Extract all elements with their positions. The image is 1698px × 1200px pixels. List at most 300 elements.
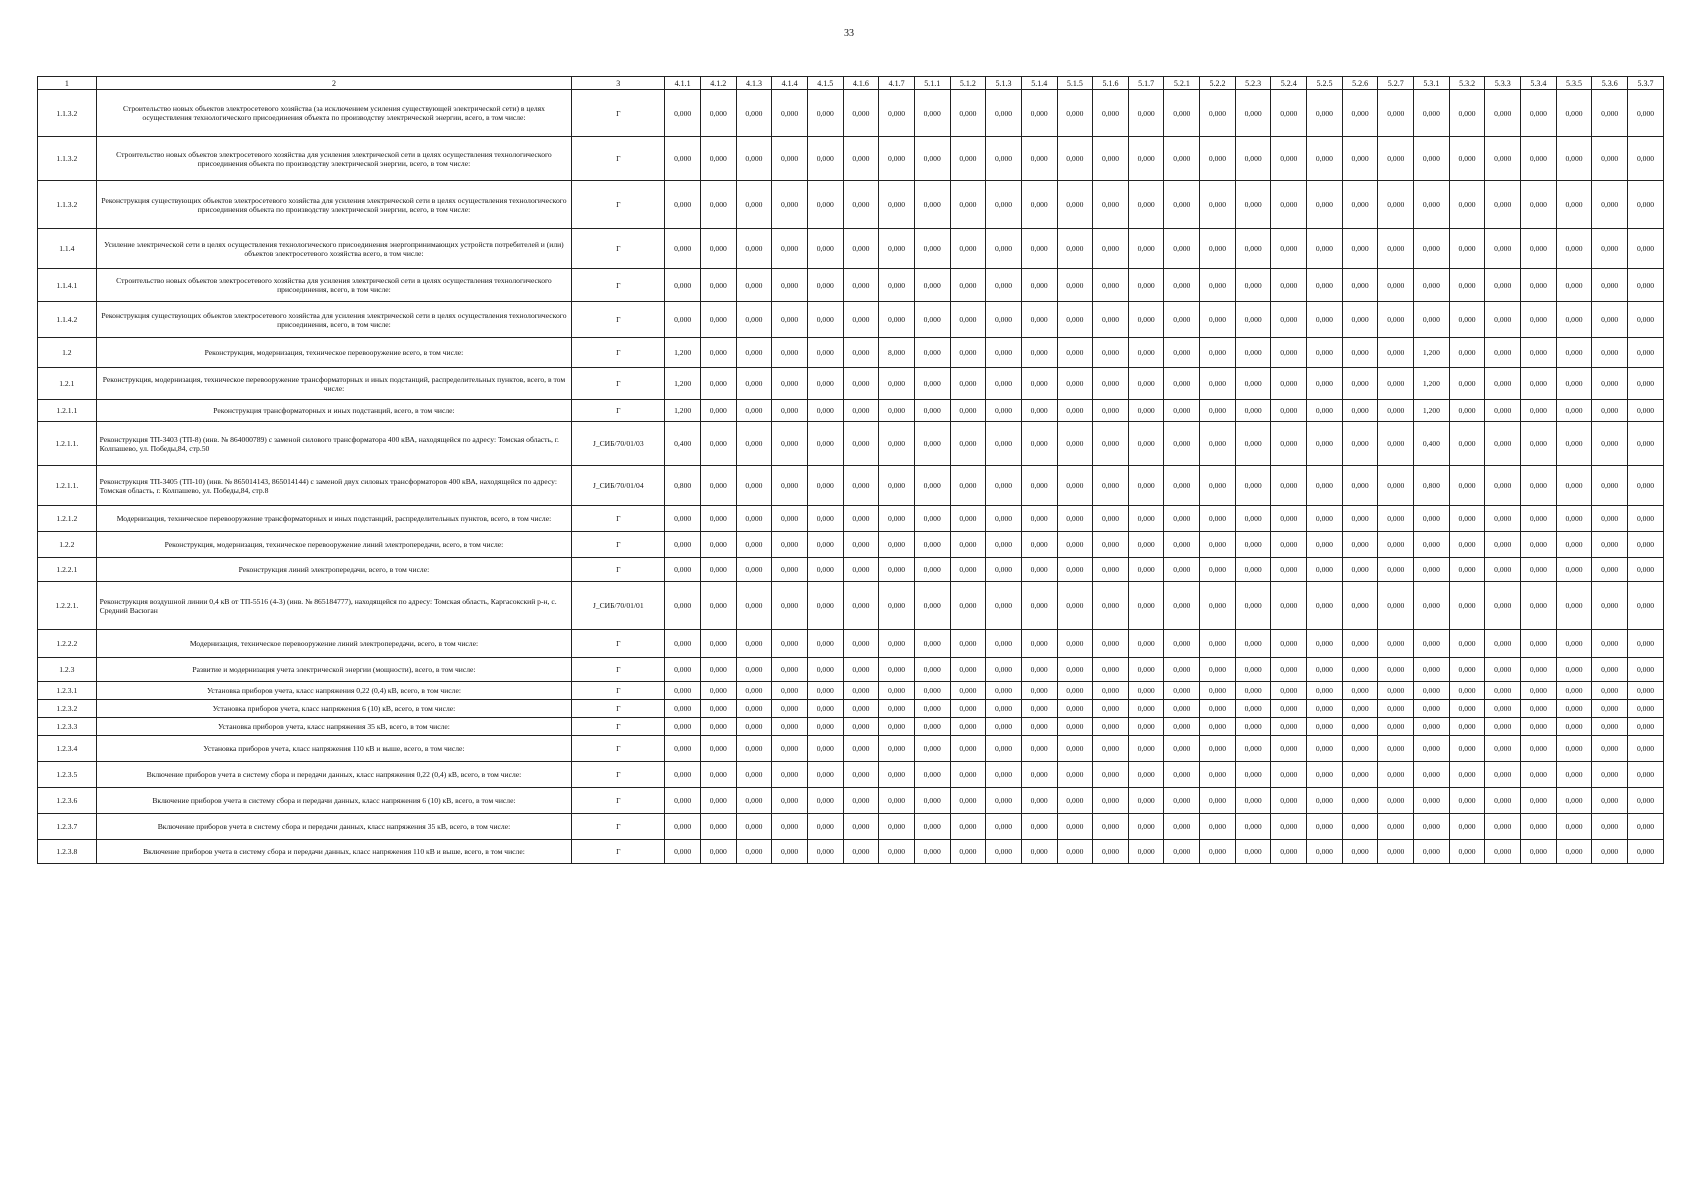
value-cell: 0,000 xyxy=(1521,302,1557,338)
value-cell: 0,000 xyxy=(1628,558,1664,582)
value-cell: 0,000 xyxy=(700,658,736,682)
value-cell: 0,000 xyxy=(807,368,843,400)
project-code-cell: Г xyxy=(572,400,665,422)
value-cell: 0,000 xyxy=(1592,682,1628,700)
value-cell: 0,000 xyxy=(1592,368,1628,400)
value-cell: 0,000 xyxy=(1414,90,1450,137)
header-cell: 5.2.4 xyxy=(1271,77,1307,90)
value-cell: 0,000 xyxy=(1378,90,1414,137)
value-cell: 0,000 xyxy=(772,630,808,658)
value-cell: 0,000 xyxy=(1592,532,1628,558)
value-cell: 0,000 xyxy=(950,368,986,400)
value-cell: 0,000 xyxy=(1021,630,1057,658)
row-number-cell: 1.2.1.1 xyxy=(38,400,97,422)
value-cell: 0,000 xyxy=(1592,718,1628,736)
value-cell: 0,000 xyxy=(1235,718,1271,736)
project-code-cell: Г xyxy=(572,762,665,788)
value-cell: 0,000 xyxy=(1521,532,1557,558)
row-number-cell: 1.2.2 xyxy=(38,532,97,558)
value-cell: 0,000 xyxy=(986,630,1022,658)
project-name-cell: Реконструкция ТП-3405 (ТП-10) (инв. № 865014143, 865014144) с заменой двух силовых трансформаторов 400 кВА, находящейся по адресу: Томская область, г. Колпашево, ул. Победы,84, стр.8 xyxy=(96,466,572,506)
value-cell: 0,000 xyxy=(1628,582,1664,630)
value-cell: 0,000 xyxy=(1271,137,1307,181)
table-row xyxy=(38,700,1664,718)
value-cell: 0,000 xyxy=(1378,558,1414,582)
value-cell: 0,000 xyxy=(1342,658,1378,682)
value-cell: 0,000 xyxy=(1057,137,1093,181)
value-cell: 0,000 xyxy=(914,422,950,466)
value-cell: 0,000 xyxy=(1271,840,1307,864)
value-cell: 0,000 xyxy=(700,630,736,658)
value-cell: 0,000 xyxy=(1592,269,1628,302)
value-cell: 0,000 xyxy=(914,137,950,181)
table-row xyxy=(38,718,1664,736)
header-cell: 5.1.4 xyxy=(1021,77,1057,90)
value-cell: 0,000 xyxy=(1592,90,1628,137)
value-cell: 0,000 xyxy=(1307,814,1343,840)
value-cell: 0,000 xyxy=(700,269,736,302)
value-cell: 0,000 xyxy=(950,582,986,630)
value-cell: 0,000 xyxy=(807,762,843,788)
value-cell: 0,000 xyxy=(1021,506,1057,532)
value-cell: 0,000 xyxy=(1235,400,1271,422)
value-cell: 0,000 xyxy=(950,422,986,466)
value-cell: 0,000 xyxy=(879,90,915,137)
value-cell: 0,000 xyxy=(950,506,986,532)
value-cell: 0,000 xyxy=(772,181,808,229)
value-cell: 0,000 xyxy=(700,558,736,582)
value-cell: 0,000 xyxy=(1449,700,1485,718)
value-cell: 0,000 xyxy=(950,229,986,269)
value-cell: 0,000 xyxy=(879,682,915,700)
value-cell: 0,000 xyxy=(1057,302,1093,338)
value-cell: 0,000 xyxy=(1235,788,1271,814)
value-cell: 0,000 xyxy=(1449,368,1485,400)
value-cell: 0,000 xyxy=(1521,558,1557,582)
project-code-cell: Г xyxy=(572,302,665,338)
value-cell: 0,000 xyxy=(1485,582,1521,630)
value-cell: 0,000 xyxy=(1235,338,1271,368)
value-cell: 0,000 xyxy=(843,814,879,840)
value-cell: 0,000 xyxy=(807,269,843,302)
table-row xyxy=(38,582,1664,630)
value-cell: 0,000 xyxy=(807,718,843,736)
row-number-cell: 1.2.3 xyxy=(38,658,97,682)
value-cell: 0,000 xyxy=(1485,630,1521,658)
value-cell: 0,000 xyxy=(1628,90,1664,137)
value-cell: 0,000 xyxy=(1057,700,1093,718)
value-cell: 0,000 xyxy=(1093,532,1129,558)
value-cell: 0,000 xyxy=(772,658,808,682)
table-row xyxy=(38,736,1664,762)
value-cell: 0,000 xyxy=(879,368,915,400)
value-cell: 0,000 xyxy=(1378,466,1414,506)
table-row xyxy=(38,181,1664,229)
value-cell: 0,000 xyxy=(1414,506,1450,532)
project-name-cell: Реконструкция, модернизация, техническое перевооружение линий электропередачи, всего, в том числе: xyxy=(96,532,572,558)
value-cell: 0,000 xyxy=(1414,736,1450,762)
value-cell: 0,000 xyxy=(843,422,879,466)
header-cell: 4.1.5 xyxy=(807,77,843,90)
value-cell: 0,000 xyxy=(1342,814,1378,840)
value-cell: 0,000 xyxy=(1449,718,1485,736)
value-cell: 0,000 xyxy=(665,269,701,302)
value-cell: 0,000 xyxy=(807,558,843,582)
project-code-cell: Г xyxy=(572,181,665,229)
value-cell: 0,000 xyxy=(1271,682,1307,700)
value-cell: 0,000 xyxy=(914,582,950,630)
value-cell: 0,000 xyxy=(1556,181,1592,229)
value-cell: 0,000 xyxy=(1414,558,1450,582)
value-cell: 0,000 xyxy=(665,582,701,630)
value-cell: 0,000 xyxy=(1128,814,1164,840)
value-cell: 0,000 xyxy=(879,269,915,302)
value-cell: 0,000 xyxy=(1556,814,1592,840)
value-cell: 0,000 xyxy=(1592,788,1628,814)
project-name-cell: Реконструкция, модернизация, техническое перевооружение трансформаторных и иных подстанций, распределительных пунктов, всего, в том числе: xyxy=(96,368,572,400)
value-cell: 0,000 xyxy=(1307,368,1343,400)
value-cell: 0,000 xyxy=(1449,558,1485,582)
value-cell: 0,000 xyxy=(1164,532,1200,558)
value-cell: 0,000 xyxy=(1628,466,1664,506)
value-cell: 0,000 xyxy=(700,814,736,840)
value-cell: 0,000 xyxy=(1378,368,1414,400)
value-cell: 0,000 xyxy=(914,682,950,700)
value-cell: 0,000 xyxy=(1485,762,1521,788)
value-cell: 0,000 xyxy=(1628,137,1664,181)
value-cell: 0,000 xyxy=(879,302,915,338)
value-cell: 0,000 xyxy=(736,229,772,269)
value-cell: 0,000 xyxy=(1235,368,1271,400)
header-cell: 5.1.6 xyxy=(1093,77,1129,90)
value-cell: 0,000 xyxy=(1414,532,1450,558)
value-cell: 0,000 xyxy=(1449,630,1485,658)
value-cell: 0,000 xyxy=(1449,181,1485,229)
value-cell: 0,000 xyxy=(1164,718,1200,736)
value-cell: 0,000 xyxy=(1057,630,1093,658)
value-cell: 0,000 xyxy=(700,137,736,181)
table-row xyxy=(38,558,1664,582)
value-cell: 0,000 xyxy=(1628,400,1664,422)
value-cell: 0,000 xyxy=(1128,736,1164,762)
value-cell: 0,000 xyxy=(1021,532,1057,558)
value-cell: 0,000 xyxy=(700,762,736,788)
value-cell: 0,000 xyxy=(1485,90,1521,137)
value-cell: 0,000 xyxy=(1342,269,1378,302)
value-cell: 0,000 xyxy=(1021,718,1057,736)
header-cell: 5.3.1 xyxy=(1414,77,1450,90)
value-cell: 0,000 xyxy=(1021,338,1057,368)
value-cell: 0,000 xyxy=(1556,302,1592,338)
value-cell: 0,000 xyxy=(665,788,701,814)
value-cell: 0,000 xyxy=(1235,532,1271,558)
value-cell: 0,000 xyxy=(1128,658,1164,682)
value-cell: 0,000 xyxy=(1556,788,1592,814)
value-cell: 0,000 xyxy=(1093,368,1129,400)
value-cell: 0,000 xyxy=(1200,558,1236,582)
value-cell: 0,000 xyxy=(1521,90,1557,137)
value-cell: 0,000 xyxy=(807,506,843,532)
value-cell: 0,000 xyxy=(1307,422,1343,466)
value-cell: 0,000 xyxy=(1378,422,1414,466)
value-cell: 0,000 xyxy=(1521,229,1557,269)
header-cell: 4.1.3 xyxy=(736,77,772,90)
project-code-cell: Г xyxy=(572,630,665,658)
page-number: 33 xyxy=(844,28,854,39)
table-row xyxy=(38,532,1664,558)
value-cell: 0,000 xyxy=(1128,302,1164,338)
row-number-cell: 1.1.4.2 xyxy=(38,302,97,338)
value-cell: 0,000 xyxy=(1628,506,1664,532)
value-cell: 0,000 xyxy=(1021,762,1057,788)
value-cell: 0,000 xyxy=(665,90,701,137)
value-cell: 0,000 xyxy=(1164,338,1200,368)
table-row xyxy=(38,658,1664,682)
value-cell: 0,000 xyxy=(1556,506,1592,532)
value-cell: 0,000 xyxy=(772,90,808,137)
row-number-cell: 1.2.1.1. xyxy=(38,466,97,506)
value-cell: 0,000 xyxy=(1235,558,1271,582)
value-cell: 0,000 xyxy=(879,506,915,532)
value-cell: 0,000 xyxy=(1128,762,1164,788)
value-cell: 0,000 xyxy=(843,338,879,368)
value-cell: 0,000 xyxy=(1414,788,1450,814)
value-cell: 0,000 xyxy=(700,368,736,400)
value-cell: 0,800 xyxy=(665,466,701,506)
value-cell: 0,000 xyxy=(1021,466,1057,506)
value-cell: 0,000 xyxy=(879,466,915,506)
value-cell: 0,000 xyxy=(1307,658,1343,682)
value-cell: 0,000 xyxy=(1592,302,1628,338)
value-cell: 0,000 xyxy=(1485,400,1521,422)
value-cell: 0,000 xyxy=(843,718,879,736)
value-cell: 0,000 xyxy=(1414,814,1450,840)
value-cell: 0,000 xyxy=(1378,532,1414,558)
project-code-cell: Г xyxy=(572,658,665,682)
investment-table-sheet xyxy=(37,76,1664,864)
value-cell: 0,000 xyxy=(700,840,736,864)
value-cell: 0,000 xyxy=(1128,558,1164,582)
value-cell: 0,000 xyxy=(772,229,808,269)
value-cell: 0,000 xyxy=(665,181,701,229)
header-cell: 3 xyxy=(572,77,665,90)
value-cell: 0,000 xyxy=(914,506,950,532)
value-cell: 0,000 xyxy=(807,338,843,368)
header-cell: 5.1.7 xyxy=(1128,77,1164,90)
value-cell: 0,000 xyxy=(843,630,879,658)
value-cell: 0,000 xyxy=(1449,400,1485,422)
project-code-cell: Г xyxy=(572,700,665,718)
value-cell: 0,000 xyxy=(807,700,843,718)
project-name-cell: Реконструкция линий электропередачи, всего, в том числе: xyxy=(96,558,572,582)
value-cell: 0,000 xyxy=(1271,400,1307,422)
value-cell: 0,000 xyxy=(1521,466,1557,506)
value-cell: 0,000 xyxy=(986,400,1022,422)
project-name-cell: Реконструкция ТП-3403 (ТП-8) (инв. № 864000789) с заменой силового трансформатора 400 кВА, находящейся по адресу: Томская область, г. Колпашево, ул. Победы,84, стр.50 xyxy=(96,422,572,466)
value-cell: 0,000 xyxy=(1556,137,1592,181)
value-cell: 0,000 xyxy=(1449,658,1485,682)
value-cell: 0,000 xyxy=(1235,700,1271,718)
value-cell: 0,000 xyxy=(1342,532,1378,558)
value-cell: 0,000 xyxy=(1342,700,1378,718)
value-cell: 0,000 xyxy=(700,90,736,137)
table-row xyxy=(38,840,1664,864)
value-cell: 0,000 xyxy=(1021,368,1057,400)
value-cell: 0,000 xyxy=(1164,682,1200,700)
value-cell: 0,000 xyxy=(1628,762,1664,788)
value-cell: 0,000 xyxy=(736,302,772,338)
value-cell: 0,000 xyxy=(1485,558,1521,582)
value-cell: 0,000 xyxy=(1485,338,1521,368)
value-cell: 0,000 xyxy=(1485,658,1521,682)
value-cell: 0,000 xyxy=(736,368,772,400)
value-cell: 0,000 xyxy=(1485,532,1521,558)
value-cell: 0,000 xyxy=(914,181,950,229)
project-code-cell: Г xyxy=(572,269,665,302)
value-cell: 0,000 xyxy=(1235,506,1271,532)
value-cell: 0,000 xyxy=(1485,718,1521,736)
row-number-cell: 1.2.1 xyxy=(38,368,97,400)
value-cell: 0,000 xyxy=(665,137,701,181)
value-cell: 0,000 xyxy=(1556,682,1592,700)
value-cell: 0,000 xyxy=(1342,718,1378,736)
value-cell: 0,000 xyxy=(1449,229,1485,269)
value-cell: 0,000 xyxy=(1592,422,1628,466)
value-cell: 0,000 xyxy=(1128,368,1164,400)
value-cell: 0,000 xyxy=(1200,338,1236,368)
value-cell: 0,000 xyxy=(1093,506,1129,532)
value-cell: 0,000 xyxy=(1057,582,1093,630)
value-cell: 0,000 xyxy=(1342,788,1378,814)
value-cell: 0,000 xyxy=(1449,506,1485,532)
project-name-cell: Включение приборов учета в систему сбора и передачи данных, класс напряжения 0,22 (0,4) кВ, всего, в том числе: xyxy=(96,762,572,788)
value-cell: 0,000 xyxy=(1021,788,1057,814)
project-name-cell: Реконструкция существующих объектов электросетевого хозяйства для усиления электрической сети в целях осуществления технологического присоединения, всего, в том числе: xyxy=(96,302,572,338)
value-cell: 0,000 xyxy=(1485,506,1521,532)
header-cell: 5.3.7 xyxy=(1628,77,1664,90)
value-cell: 0,000 xyxy=(1521,422,1557,466)
value-cell: 0,000 xyxy=(914,368,950,400)
header-cell: 2 xyxy=(96,77,572,90)
value-cell: 0,000 xyxy=(1057,422,1093,466)
value-cell: 0,000 xyxy=(986,814,1022,840)
value-cell: 0,000 xyxy=(1057,466,1093,506)
value-cell: 0,000 xyxy=(1628,658,1664,682)
value-cell: 0,000 xyxy=(1378,762,1414,788)
value-cell: 0,000 xyxy=(700,532,736,558)
value-cell: 1,200 xyxy=(1414,368,1450,400)
value-cell: 0,000 xyxy=(772,700,808,718)
value-cell: 0,000 xyxy=(736,137,772,181)
value-cell: 1,200 xyxy=(665,338,701,368)
value-cell: 0,000 xyxy=(879,788,915,814)
value-cell: 0,000 xyxy=(986,788,1022,814)
project-name-cell: Реконструкция воздушной линии 0,4 кВ от ТП-5516 (4-3) (инв. № 865184777), находящейся по адресу: Томская область, Каргасокский р-н, с. Средний Васюган xyxy=(96,582,572,630)
row-number-cell: 1.2.3.4 xyxy=(38,736,97,762)
table-row xyxy=(38,137,1664,181)
row-number-cell: 1.2.1.1. xyxy=(38,422,97,466)
value-cell: 0,000 xyxy=(986,422,1022,466)
value-cell: 0,400 xyxy=(1414,422,1450,466)
value-cell: 0,000 xyxy=(1128,269,1164,302)
value-cell: 0,000 xyxy=(1521,506,1557,532)
value-cell: 0,000 xyxy=(986,718,1022,736)
header-cell: 5.2.6 xyxy=(1342,77,1378,90)
value-cell: 0,000 xyxy=(1342,466,1378,506)
project-code-cell: Г xyxy=(572,506,665,532)
value-cell: 0,000 xyxy=(1592,137,1628,181)
value-cell: 0,000 xyxy=(700,181,736,229)
value-cell: 0,000 xyxy=(1628,532,1664,558)
value-cell: 0,000 xyxy=(1449,814,1485,840)
header-cell: 5.2.2 xyxy=(1200,77,1236,90)
value-cell: 0,000 xyxy=(1556,400,1592,422)
value-cell: 0,000 xyxy=(1128,466,1164,506)
value-cell: 0,000 xyxy=(700,302,736,338)
project-name-cell: Включение приборов учета в систему сбора и передачи данных, класс напряжения 6 (10) кВ, всего, в том числе: xyxy=(96,788,572,814)
value-cell: 0,000 xyxy=(1378,229,1414,269)
value-cell: 0,000 xyxy=(950,762,986,788)
value-cell: 1,200 xyxy=(1414,338,1450,368)
value-cell: 0,000 xyxy=(665,840,701,864)
value-cell: 0,000 xyxy=(772,736,808,762)
value-cell: 0,000 xyxy=(1128,506,1164,532)
value-cell: 0,000 xyxy=(1093,338,1129,368)
value-cell: 0,000 xyxy=(1628,814,1664,840)
value-cell: 0,000 xyxy=(843,582,879,630)
value-cell: 0,000 xyxy=(807,302,843,338)
value-cell: 0,000 xyxy=(950,788,986,814)
value-cell: 0,000 xyxy=(665,658,701,682)
value-cell: 0,000 xyxy=(1271,558,1307,582)
value-cell: 0,000 xyxy=(1556,840,1592,864)
value-cell: 0,000 xyxy=(1164,700,1200,718)
header-cell: 5.1.1 xyxy=(914,77,950,90)
value-cell: 0,000 xyxy=(1449,840,1485,864)
value-cell: 0,000 xyxy=(700,582,736,630)
value-cell: 0,000 xyxy=(1521,840,1557,864)
value-cell: 0,000 xyxy=(807,422,843,466)
value-cell: 0,000 xyxy=(1093,736,1129,762)
value-cell: 0,000 xyxy=(700,718,736,736)
header-cell: 5.3.4 xyxy=(1521,77,1557,90)
value-cell: 0,000 xyxy=(914,718,950,736)
value-cell: 0,000 xyxy=(950,658,986,682)
value-cell: 0,000 xyxy=(772,718,808,736)
value-cell: 0,000 xyxy=(807,814,843,840)
value-cell: 0,000 xyxy=(950,302,986,338)
value-cell: 0,000 xyxy=(1521,400,1557,422)
value-cell: 0,000 xyxy=(879,181,915,229)
value-cell: 0,000 xyxy=(1164,630,1200,658)
table-row xyxy=(38,506,1664,532)
value-cell: 0,000 xyxy=(1235,137,1271,181)
value-cell: 0,000 xyxy=(1200,700,1236,718)
project-code-cell: J_СИБ/70/01/03 xyxy=(572,422,665,466)
project-code-cell: Г xyxy=(572,718,665,736)
value-cell: 0,000 xyxy=(807,658,843,682)
value-cell: 0,000 xyxy=(879,814,915,840)
table-row xyxy=(38,422,1664,466)
value-cell: 0,000 xyxy=(1093,718,1129,736)
value-cell: 0,000 xyxy=(1093,181,1129,229)
value-cell: 0,000 xyxy=(807,736,843,762)
value-cell: 0,000 xyxy=(950,137,986,181)
table-row xyxy=(38,788,1664,814)
value-cell: 0,000 xyxy=(1628,682,1664,700)
value-cell: 0,000 xyxy=(950,338,986,368)
value-cell: 0,000 xyxy=(736,718,772,736)
